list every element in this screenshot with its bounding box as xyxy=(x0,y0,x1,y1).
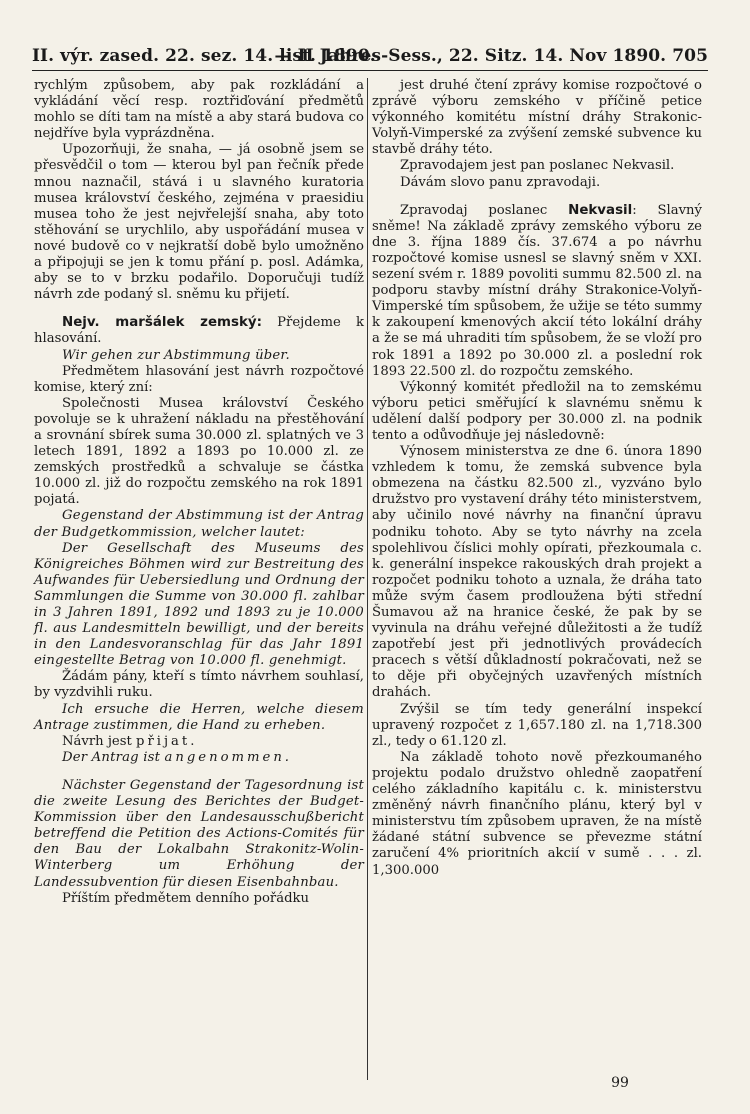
page-number: 99 xyxy=(611,1075,629,1091)
paragraph-german: Ich ersuche die Herren, welche diesem Antrage zustimmen, die Hand zu erheben. xyxy=(34,701,364,733)
paragraph-text: Přejdeme k hlasování. xyxy=(34,315,364,347)
paragraph-text: : Slavný sněme! Na základě zprávy zemského výboru ze dne 3. října 1889 čís. 37.674 a po návrhu rozpočtové komise usnesl se slavný sněm v XXI. sezení svém r. 1889 povoliti summu 82.500 zl. na podporu stavby místní dráhy Strakonice-Volyň-Vimperské tím spůsobem, že užije se této summy k zakoupení kmenových akcií této lokální dráhy a že se má uhraditi tím spůsobem, že se vloží pro rok 1891 a 1892 po 30.000 zl. a poslední rok 1893 22.500 zl. do rozpočtu zemského. xyxy=(372,202,702,379)
paragraph: rychlým způsobem, aby pak rozkládání a vykládání věcí resp. roztřiďování předmětů mohlo se díti tam na místě a aby stará budova co nejdříve byla vyprázdněna. xyxy=(34,78,364,142)
header-right: — II Jahres-Sess., 22. Sitz. 14. Nov 1890. 705 xyxy=(274,46,708,66)
paragraph-text: Návrh jest xyxy=(62,733,136,749)
paragraph xyxy=(34,315,364,347)
right-column xyxy=(372,78,702,879)
paragraph-text: Der Antrag ist xyxy=(62,749,165,765)
paragraph: Žádám pány, kteří s tímto návrhem souhlasí, by vyzdvihli ruku. xyxy=(34,669,364,701)
paragraph: Zpravodajem jest pan poslanec Nekvasil. xyxy=(400,158,675,174)
spaced-text: přijat. xyxy=(136,733,198,749)
paragraph-german: Nächster Gegenstand der Tagesordnung ist die zweite Lesung des Berichtes der Budget-Kommission über den Landesausschußbericht betreffend die Petition des Actions-Comités für den Bau der Lokalbahn Strakonitz-Wolin-Winterberg um Erhöhung der Landessubvention für diesen Eisenbahnbau. xyxy=(34,777,364,890)
header-left: II. výr. zased. 22. sez. 14. list. 1890. xyxy=(32,46,376,66)
paragraph: jest druhé čtení zprávy komise rozpočtové o zprávě výboru zemského v příčině petice výkonného komitétu místní dráhy Strakonic-Volyň-Vimperské za zvýšení zemské subvence ku stavbě dráhy této. xyxy=(372,78,702,158)
left-column xyxy=(34,78,364,907)
paragraph xyxy=(372,203,702,380)
paragraph: Předmětem hlasování jest návrh rozpočtové komise, který zní: xyxy=(34,363,364,395)
paragraph-german: Wir gehen zur Abstimmung über. xyxy=(62,347,290,363)
spaced-text: angenommen. xyxy=(164,749,293,765)
speaker-name: Nekvasil xyxy=(568,202,633,218)
paragraph: Upozorňuji, že snaha, — já osobně jsem se přesvědčil o tom — kterou byl pan řečník přede mnou naznačil, stává i u slavného kuratoria musea království českého, zejména v praesidiu musea toho že jest nejvřelejší snaha, aby toto stěhování se urychlilo, aby uspořádání musea v nové budově co v nejkratší době bylo umožněno a připojuji se jen k tomu přání p. posl. Adámka, aby se to v brzku podařilo. Doporučuji tudíž návrh zde podaný sl. sněmu ku přijetí. xyxy=(34,142,364,303)
paragraph-text: Zpravodaj poslanec xyxy=(400,202,569,218)
running-header xyxy=(32,44,708,71)
paragraph-german xyxy=(34,750,364,766)
paragraph-german: Der Gesellschaft des Museums des Königreiches Böhmen wird zur Bestreitung des Aufwandes für Uebersiedlung und Ordnung der Sammlungen die Summe von 30.000 fl. zahlbar in 3 Jahren 1891, 1892 und 1893 zu je 10.000 fl. aus Landesmitteln bewilligt, und der bereits in den Landesvoranschlag für das Jahr 1891 eingestellte Betrag von 10.000 fl. genehmigt. xyxy=(34,540,364,669)
paragraph: Výnosem ministerstva ze dne 6. února 1890 vzhledem k tomu, že zemská subvence byla obmezena na částku 82.500 zl., vyzváno bylo družstvo pro vystavení dráhy této ministerstvem, aby učinilo nové návrhy na finanční úpravu podniku tohoto. Aby se tyto návrhy na zcela spolehlivou číslici mohly opírati, přezkoumala c. k. generální inspekce rakouských drah projekt a rozpočet podniku tohoto a uznala, že dráha tato může svým časem prodloužena býti střední Šumavou až na hranice české, že pak by se vyvinula na dráhu veřejné důležitosti a že tudíž zapotřebí jest při jednotlivých provádecích pracech s větší důkladností pokračovati, než se to děje při obyčejných uzavřených místních drahách. xyxy=(372,444,702,701)
speaker-name: Nejv. maršálek zemský: xyxy=(62,315,262,331)
paragraph: Na základě tohoto nově přezkoumaného projektu podalo družstvo ohledně zaopatření celého základního kapitálu c. k. ministerstvu změněný návrh finančního plánu, který byl v ministerstvu tím způsobem upraven, že na místě žádané státní subvence se převezme státní zaručení 4% prioritních akcií v sumě . . . zl. 1,300.000 xyxy=(372,749,702,878)
paragraph: Dávám slovo panu zpravodaji. xyxy=(400,174,601,190)
paragraph xyxy=(34,734,364,750)
paragraph: Příštím předmětem denního pořádku xyxy=(62,890,310,906)
paragraph: Společnosti Musea království Českého povoluje se k uhražení nákladu na přestěhování a srovnání sbírek suma 30.000 zl. splatných ve 3 letech 1891, 1892 a 1893 po 10.000 zl. ze zemských prostředků a schvaluje se částka 10.000 zl. již do rozpočtu zemského na rok 1891 pojatá. xyxy=(34,395,364,508)
paragraph: Výkonný komitét předložil na to zemskému výboru petici směřující k slavnému sněmu k udělení další podpory per 30.000 zl. na podnik tento a odůvodňuje jej následovně: xyxy=(372,379,702,443)
paragraph-german: Gegenstand der Abstimmung ist der Antrag der Budgetkommission, welcher lautet: xyxy=(34,508,364,540)
column-rule xyxy=(367,78,368,1080)
paragraph: Zvýšil se tím tedy generální inspekcí upravený rozpočet z 1,657.180 zl. na 1,718.300 zl., tedy o 61.120 zl. xyxy=(372,701,702,749)
